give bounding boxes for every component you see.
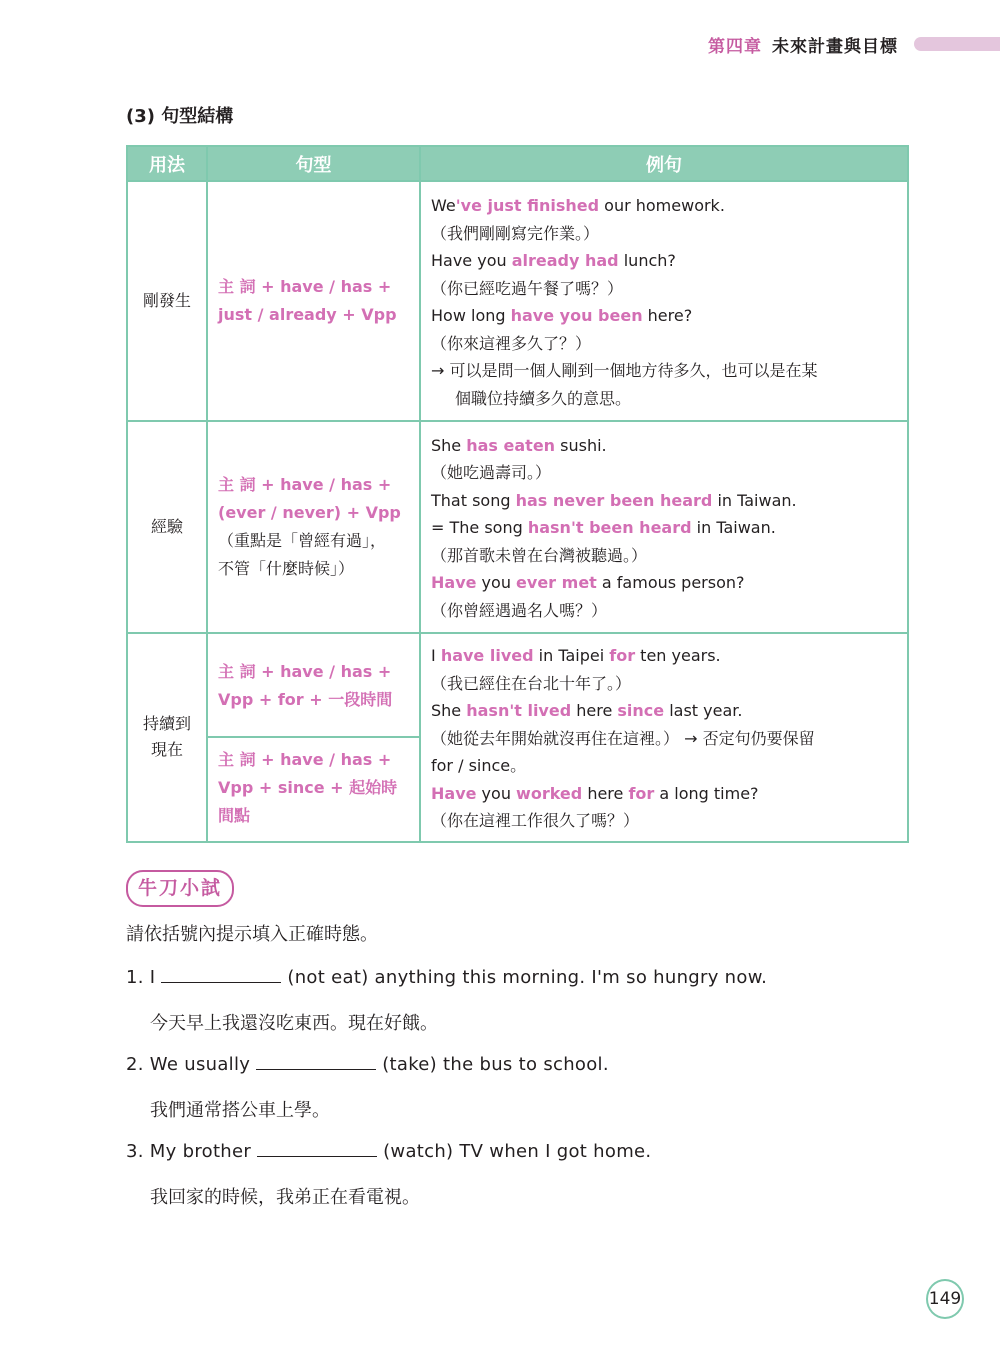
header-pattern: 句型 [207,146,420,181]
header-decoration-bar [914,37,1000,51]
example-text: （你曾經遇過名人嗎？） [431,600,608,620]
example-text: Have you [431,251,512,270]
example-text: 個職位持續多久的意思。 [455,388,632,408]
table-row [127,421,908,633]
pattern-line: 主 詞 + have / has + [218,277,392,296]
example-text: （你在這裡工作很久了嗎？） [431,811,640,830]
example-text: = The song [431,518,528,538]
usage-cell: 經驗 [127,421,207,633]
page-number: 149 [926,1279,964,1319]
chapter-title: 未來計畫與目標 [772,36,898,57]
examples-cell [420,421,908,633]
header-usage: 用法 [127,146,207,181]
example-text: How long [431,306,511,325]
example-text: She [431,701,467,720]
example-line [431,330,897,358]
example-text: （她從去年開始就沒再住在這裡。） → 否定句仍要保留 [431,728,815,748]
example-text: （你已經吃過午餐了嗎？） [431,278,624,298]
example-text: last year. [664,701,743,720]
example-text: for / since。 [431,756,527,775]
answer-blank[interactable] [256,1053,376,1070]
pattern-line: 主 詞 + have / has + [218,662,392,682]
example-line [431,302,897,330]
example-text: in Taipei [533,646,610,665]
highlighted-text: Have [431,573,477,593]
pattern-line: (ever / never) + Vpp [218,503,401,522]
example-text: （我們剛剛寫完作業。） [431,223,600,243]
question-2 [126,1053,609,1075]
highlighted-text: ever met [516,573,597,593]
practice-instruction: 請依括號內提示填入正確時態。 [126,924,378,945]
question-prefix: 1. I [126,967,156,988]
example-text: She [431,435,467,455]
example-text: → 可以是問一個人剛到一個地方待多久，也可以是在某 [431,361,818,380]
question-prefix: 2. We usually [126,1054,251,1075]
example-text: a famous person? [596,573,745,593]
example-line [431,597,897,625]
example-line [431,220,897,248]
highlighted-text: Have [431,783,477,803]
example-text: in Taiwan. [712,490,797,510]
answer-blank[interactable] [161,966,281,983]
example-line [431,247,897,275]
highlighted-text: have you been [510,306,643,325]
pattern-line: 主 詞 + have / has + [218,750,392,770]
pattern-line: 間點 [218,806,251,826]
highlighted-text: hasn't been heard [527,518,692,538]
example-line [431,487,897,515]
example-text: That song [431,490,516,510]
question-translation: 我回家的時候，我弟正在看電視。 [150,1187,420,1208]
highlighted-text: since [617,701,665,720]
question-suffix: (watch) TV when I got home. [383,1141,652,1162]
example-text: in Taiwan. [691,518,776,538]
example-text: （你來這裡多久了？） [431,333,592,353]
usage-line: 持續到 [142,714,191,734]
page-header [708,32,1000,56]
examples-cell [420,633,908,842]
example-line [431,569,897,597]
practice-badge: 牛刀小試 [126,870,234,907]
pattern-line: Vpp + since + 起始時 [218,778,398,798]
pattern-line: 主 詞 + have / has + [218,475,392,494]
example-line [431,752,897,780]
usage-cell: 剛發生 [127,181,207,421]
highlighted-text: for [609,646,636,665]
table-row [127,633,908,842]
question-prefix: 3. My brother [126,1141,252,1162]
usage-cell [127,633,207,842]
example-text: lunch? [618,251,676,270]
example-line [431,670,897,698]
example-text: I [431,646,441,665]
highlighted-text: hasn't lived [466,701,572,720]
example-text: ten years. [635,646,721,665]
pattern-cell [207,633,420,842]
question-translation: 我們通常搭公車上學。 [150,1100,330,1121]
pattern-note: 不管「什麼時候」） [218,559,355,578]
example-text: （我已經住在台北十年了。） [431,673,632,693]
question-3 [126,1140,651,1162]
example-line [431,514,897,542]
highlighted-text: have lived [440,646,534,665]
example-text: here [582,783,629,803]
example-text: We [431,196,456,215]
question-1 [126,966,767,988]
highlighted-text: already had [511,251,619,270]
example-line [431,432,897,460]
table-header-row [127,146,908,181]
example-line [431,542,897,570]
question-suffix: (not eat) anything this morning. I'm so hungry now. [287,967,768,988]
pattern-subcell [208,738,419,838]
question-translation: 今天早上我還沒吃東西。現在好餓。 [150,1013,438,1034]
usage-line: 現在 [150,740,183,760]
example-line [431,697,897,725]
table-row [127,181,908,421]
question-suffix: (take) the bus to school. [382,1054,609,1075]
example-line [431,385,897,413]
pattern-note: （重點是「曾經有過」， [218,531,387,550]
example-text: a long time? [654,783,759,803]
chapter-label: 第四章 [708,36,762,57]
pattern-subcell [208,636,419,738]
highlighted-text: 've just finished [455,196,600,215]
example-text: （那首歌未曾在台灣被聽過。） [431,545,648,565]
pattern-line: Vpp + for + 一段時間 [218,690,393,710]
header-examples: 例句 [420,146,908,181]
example-line [431,459,897,487]
example-line [431,807,897,835]
highlighted-text: has never been heard [515,490,713,510]
example-line [431,642,897,670]
answer-blank[interactable] [257,1140,377,1157]
pattern-cell [207,181,420,421]
example-line [431,192,897,220]
grammar-table [126,145,909,843]
example-text: sushi. [555,435,607,455]
example-text: you [476,573,517,593]
example-text: you [476,783,517,803]
examples-cell [420,181,908,421]
example-text: our homework. [599,196,725,215]
highlighted-text: worked [516,783,583,803]
pattern-cell [207,421,420,633]
section-title: (3) 句型結構 [126,106,234,127]
example-text: here? [642,306,693,325]
example-line [431,725,897,753]
example-line [431,780,897,808]
example-line [431,275,897,303]
example-text: here [571,701,618,720]
example-text: （她吃過壽司。） [431,463,552,483]
example-line [431,357,897,385]
highlighted-text: for [628,783,655,803]
highlighted-text: has eaten [466,435,556,455]
pattern-line: just / already + Vpp [218,305,397,324]
